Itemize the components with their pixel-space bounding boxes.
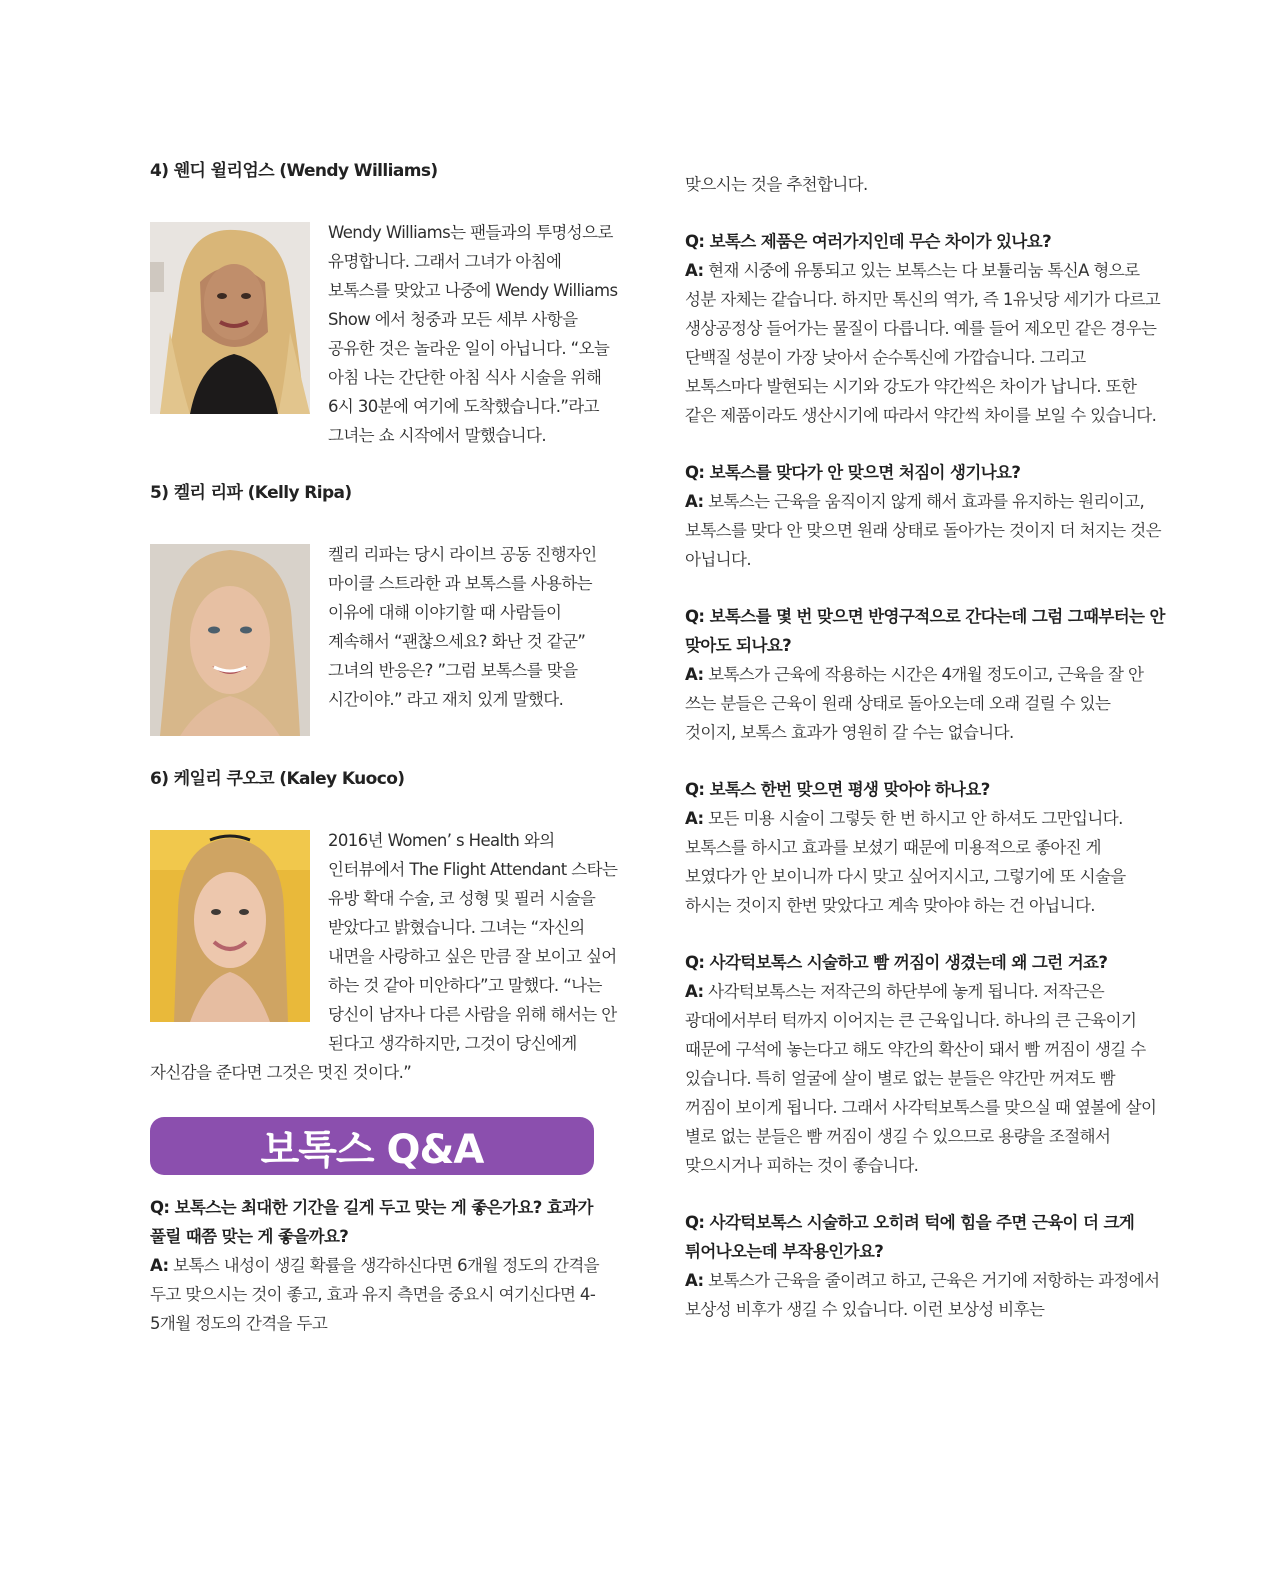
answer-prefix: A: xyxy=(685,982,704,1001)
section-heading-kelly: 5) 켈리 리파 (Kelly Ripa) xyxy=(150,483,352,503)
qa-item xyxy=(685,1208,1165,1324)
answer-text: 보톡스가 근육에 작용하는 시간은 4개월 정도이고, 근육을 잘 안 쓰는 분들은 근육이 원래 상태로 돌아오는데 오래 걸릴 수 있는 것이지, 보톡스 효과가 영원히 갈 수는 없습니다. xyxy=(685,665,1144,742)
answer-text: 사각턱보톡스는 저작근의 하단부에 놓게 됩니다. 저작근은 광대에서부터 턱까지 이어지는 큰 근육입니다. 하나의 큰 근육이기 때문에 구석에 놓는다고 해도 약간의 확산이 돼서 빰 꺼짐이 생길 수 있습니다. 특히 얼굴에 살이 별로 없는 분들은 약간만 꺼져도 빰 꺼짐이 보이게 됩니다. 그래서 사각턱보톡스를 맞으실 때 옆볼에 살이 별로 없는 분들은 빰 꺼짐이 생길 수 있으므로 용량을 조절해서 맞으시거나 피하는 것이 좋습니다. xyxy=(685,982,1157,1175)
continuation-text: 맞으시는 것을 추천합니다. xyxy=(685,175,868,194)
section-text-kelly: 켈리 리파는 당시 라이브 공동 진행자인 마이클 스트라한 과 보톡스를 사용하는 이유에 대해 이야기할 때 사람들이 계속해서 “괜찮으세요? 화난 것 같군” 그녀의 반응은? ”그럼 보톡스를 맞을 시간이야.” 라고 재치 있게 말했다. xyxy=(328,545,597,709)
qa-item xyxy=(685,948,1165,1180)
left-column xyxy=(150,158,620,1338)
answer-prefix: A: xyxy=(685,492,704,511)
answer-text: 보톡스는 근육을 움직이지 않게 해서 효과를 유지하는 원리이고, 보톡스를 맞다 안 맞으면 원래 상태로 돌아가는 것이지 더 처지는 것은 아닙니다. xyxy=(685,492,1161,569)
section-heading-kaley: 6) 케일리 쿠오코 (Kaley Kuoco) xyxy=(150,769,405,789)
answer-prefix: A: xyxy=(685,809,704,828)
answer-text: 모든 미용 시술이 그렇듯 한 번 하시고 안 하셔도 그만입니다. 보톡스를 하시고 효과를 보셨기 때문에 미용적으로 좋아진 게 보였다가 안 보이니까 다시 맞고 싶어지시고, 그렇기에 또 시술을 하시는 것이지 한번 맞았다고 계속 맞아야 하는 건 아닙니다. xyxy=(685,809,1126,915)
qa-banner: 보톡스 Q&A xyxy=(150,1117,594,1175)
qa-item xyxy=(685,602,1165,747)
qa-question: Q: 보톡스를 맞다가 안 맞으면 처짐이 생기나요? xyxy=(685,463,1021,482)
qa-item xyxy=(685,227,1165,430)
profile-wendy xyxy=(150,218,620,450)
profile-kaley xyxy=(150,826,620,1087)
answer-text: 보톡스가 근육을 줄이려고 하고, 근육은 거기에 저항하는 과정에서 보상성 비후가 생길 수 있습니다. 이런 보상성 비후는 xyxy=(685,1271,1160,1319)
qa-answer xyxy=(685,256,1165,430)
qa-question: Q: 보톡스 한번 맞으면 평생 맞아야 하나요? xyxy=(685,780,990,799)
answer-prefix: A: xyxy=(150,1256,169,1275)
section-text-kaley: 2016년 Women’ s Health 와의 인터뷰에서 The Flight Attendant 스타는 유방 확대 수술, 코 성형 및 필러 시술을 받았다고 밝혔습니다. 그녀는 “자신의 내면을 사랑하고 싶은 만큼 잘 보이고 싶어 하는 것 같아 미안하다”고 말했다. “나는 당신이 남자나 다른 사람을 위해 해서는 안 된다고 생각하지만, 그것이 당신에게 자신감을 준다면 그것은 멋진 것이다.” xyxy=(150,831,618,1082)
qa-answer xyxy=(150,1251,620,1338)
qa-question: Q: 보톡스는 최대한 기간을 길게 두고 맞는 게 좋은가요? 효과가 풀릴 때쯤 맞는 게 좋을까요? xyxy=(150,1198,593,1246)
answer-text: 현재 시중에 유통되고 있는 보톡스는 다 보튤리눔 톡신A 형으로 성분 자체는 같습니다. 하지만 톡신의 역가, 즉 1유닛당 세기가 다르고 생상공정상 들어가는 물질이 다릅니다. 예를 들어 제오민 같은 경우는 단백질 성분이 가장 낮아서 순수톡신에 가깝습니다. 그리고 보톡스마다 발현되는 시기와 강도가 약간씩은 차이가 납니다. 또한 같은 제품이라도 생산시기에 따라서 약간씩 차이를 보일 수 있습니다. xyxy=(685,261,1161,425)
qa-question: Q: 사각턱보톡스 시술하고 빰 꺼짐이 생겼는데 왜 그런 거죠? xyxy=(685,953,1108,972)
kelly-ripa-photo xyxy=(150,544,310,736)
qa-answer xyxy=(685,660,1165,747)
qa-item xyxy=(685,775,1165,920)
qa-answer xyxy=(685,977,1165,1180)
kaley-cuoco-photo xyxy=(150,830,310,1022)
right-column xyxy=(685,170,1165,1324)
section-text-wendy: Wendy Williams는 팬들과의 투명성으로 유명합니다. 그래서 그녀가 아침에 보톡스를 맞았고 나중에 Wendy Williams Show 에서 청중과 모든 세부 사항을 공유한 것은 놀라운 일이 아닙니다. “오늘 아침 나는 간단한 아침 식사 시술을 위해 6시 30분에 여기에 도착했습니다.”라고 그녀는 쇼 시작에서 말했습니다. xyxy=(328,223,618,445)
answer-prefix: A: xyxy=(685,665,704,684)
qa-question: Q: 사각턱보톡스 시술하고 오히려 턱에 힘을 주면 근육이 더 크게 튀어나오는데 부작용인가요? xyxy=(685,1213,1135,1261)
qa-item xyxy=(150,1193,620,1338)
qa-item xyxy=(685,458,1165,574)
qa-answer xyxy=(685,1266,1165,1324)
qa-question: Q: 보톡스를 몇 번 맞으면 반영구적으로 간다는데 그럼 그때부터는 안 맞아도 되나요? xyxy=(685,607,1165,655)
qa-answer xyxy=(685,804,1165,920)
answer-text: 보톡스 내성이 생길 확률을 생각하신다면 6개월 정도의 간격을 두고 맞으시는 것이 좋고, 효과 유지 측면을 중요시 여기신다면 4-5개월 정도의 간격을 두고 xyxy=(150,1256,600,1333)
wendy-williams-photo xyxy=(150,222,310,414)
qa-question: Q: 보톡스 제품은 여러가지인데 무슨 차이가 있나요? xyxy=(685,232,1052,251)
qa-answer xyxy=(685,487,1165,574)
answer-prefix: A: xyxy=(685,261,704,280)
profile-kelly xyxy=(150,540,620,744)
answer-prefix: A: xyxy=(685,1271,704,1290)
section-heading-wendy: 4) 웬디 윌리엄스 (Wendy Williams) xyxy=(150,161,438,181)
